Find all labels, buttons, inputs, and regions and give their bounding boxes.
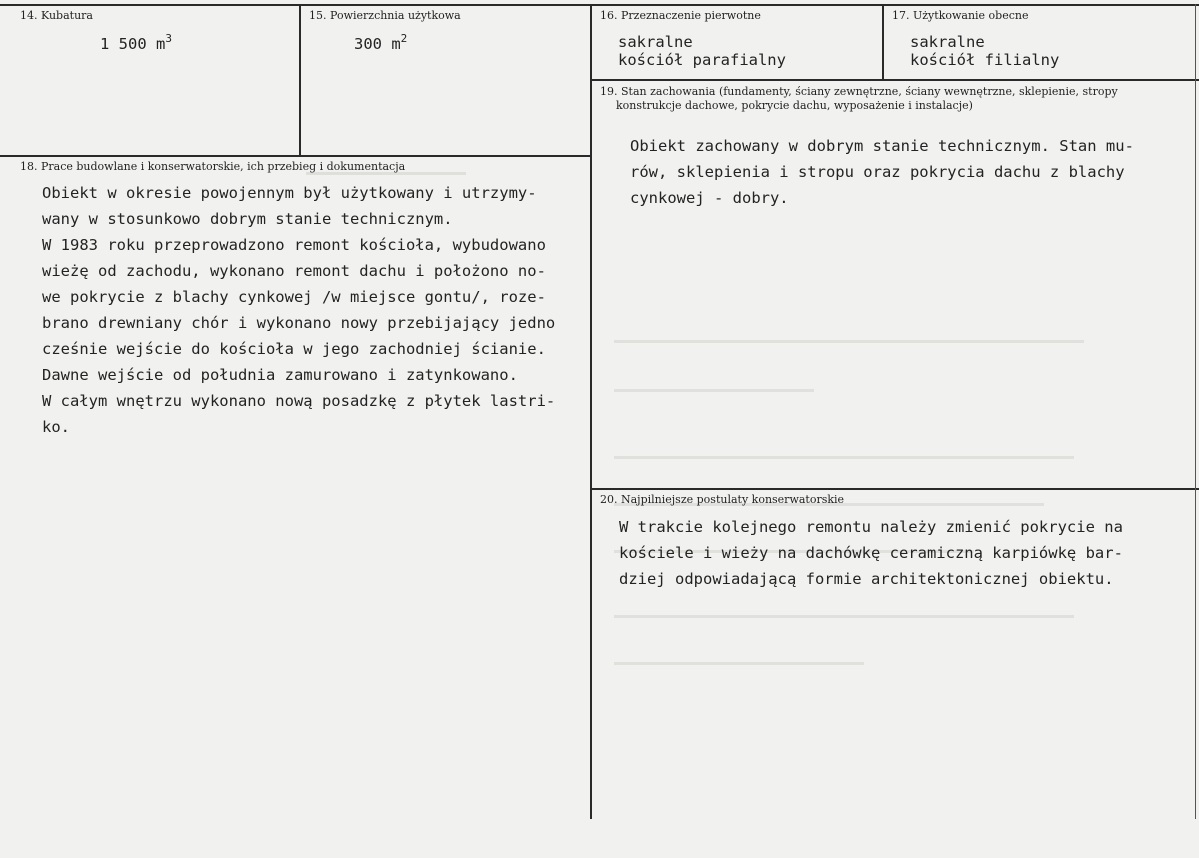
- rule-row2-left: [0, 155, 592, 157]
- field-17-line: kościół filialny: [910, 51, 1060, 69]
- field-19-label-line: 19. Stan zachowania (fundamenty, ściany zewnętrzne, ściany wewnętrzne, sklepienie, stropy: [600, 85, 1118, 98]
- field-16-label: 16. Przeznaczenie pierwotne: [600, 9, 761, 22]
- rule-col-c: [882, 4, 884, 81]
- field-15-number: 300 m: [354, 35, 401, 53]
- field-16-line: sakralne: [618, 33, 693, 51]
- field-19-line: rów, sklepienia i stropu oraz pokrycia dachu z blachy: [630, 163, 1125, 181]
- field-20-label: 20. Najpilniejsze postulaty konserwatorskie: [600, 493, 845, 506]
- field-20-value: [619, 514, 1123, 592]
- field-18-label: 18. Prace budowlane i konserwatorskie, ich przebieg i dokumentacja: [20, 160, 406, 173]
- field-14-value: [100, 32, 172, 53]
- field-18-line: we pokrycie z blachy cynkowej /w miejsce gontu/, roze-: [42, 288, 546, 306]
- field-19-value: [630, 133, 1134, 211]
- field-19-line: Obiekt zachowany w dobrym stanie technicznym. Stan mu-: [630, 137, 1134, 155]
- rule-row1-right: [590, 79, 1199, 81]
- field-18-line: brano drewniany chór i wykonano nowy przebijający jedno: [42, 314, 556, 332]
- rule-row3-right: [590, 488, 1199, 490]
- field-14-number: 1 500 m: [100, 35, 166, 53]
- rule-col-a: [299, 4, 301, 157]
- field-18-line: Obiekt w okresie powojennym był użytkowany i utrzymy-: [42, 184, 537, 202]
- field-18-line: ko.: [42, 418, 70, 436]
- field-18-line: cześnie wejście do kościoła w jego zachodniej ścianie.: [42, 340, 546, 358]
- field-15-label: 15. Powierzchnia użytkowa: [309, 9, 461, 22]
- field-17-line: sakralne: [910, 33, 985, 51]
- field-20-line: dziej odpowiadającą formie architektonicznej obiektu.: [619, 570, 1114, 588]
- rule-col-b: [590, 4, 592, 819]
- field-18-line: W całym wnętrzu wykonano nową posadzkę z płytek lastri-: [42, 392, 556, 410]
- field-20-line: kościele i wieży na dachówkę ceramiczną karpiówkę bar-: [619, 544, 1123, 562]
- bleed-through-mark: [300, 136, 590, 156]
- rule-top: [0, 4, 1199, 6]
- field-18-line: Dawne wejście od południa zamurowano i zatynkowano.: [42, 366, 518, 384]
- field-15-value: [354, 32, 408, 53]
- field-19-line: cynkowej - dobry.: [630, 189, 789, 207]
- field-14-exponent: 3: [165, 32, 172, 45]
- field-17-label: 17. Użytkowanie obecne: [892, 9, 1029, 22]
- field-18-line: wany w stosunkowo dobrym stanie technicznym.: [42, 210, 453, 228]
- field-16-value: [618, 33, 786, 69]
- field-18-line: wieżę od zachodu, wykonano remont dachu i położono no-: [42, 262, 546, 280]
- field-19-label-line: konstrukcje dachowe, pokrycie dachu, wyposażenie i instalacje): [616, 99, 973, 112]
- field-19-label: [600, 85, 1118, 113]
- field-18-value: [42, 180, 555, 440]
- field-16-line: kościół parafialny: [618, 51, 786, 69]
- field-15-exponent: 2: [400, 32, 408, 45]
- rule-right-edge: [1195, 4, 1196, 819]
- field-20-line: W trakcie kolejnego remontu należy zmienić pokrycie na: [619, 518, 1123, 536]
- field-14-label: 14. Kubatura: [20, 9, 93, 22]
- field-18-line: W 1983 roku przeprowadzono remont kościoła, wybudowano: [42, 236, 546, 254]
- field-17-value: [910, 33, 1059, 69]
